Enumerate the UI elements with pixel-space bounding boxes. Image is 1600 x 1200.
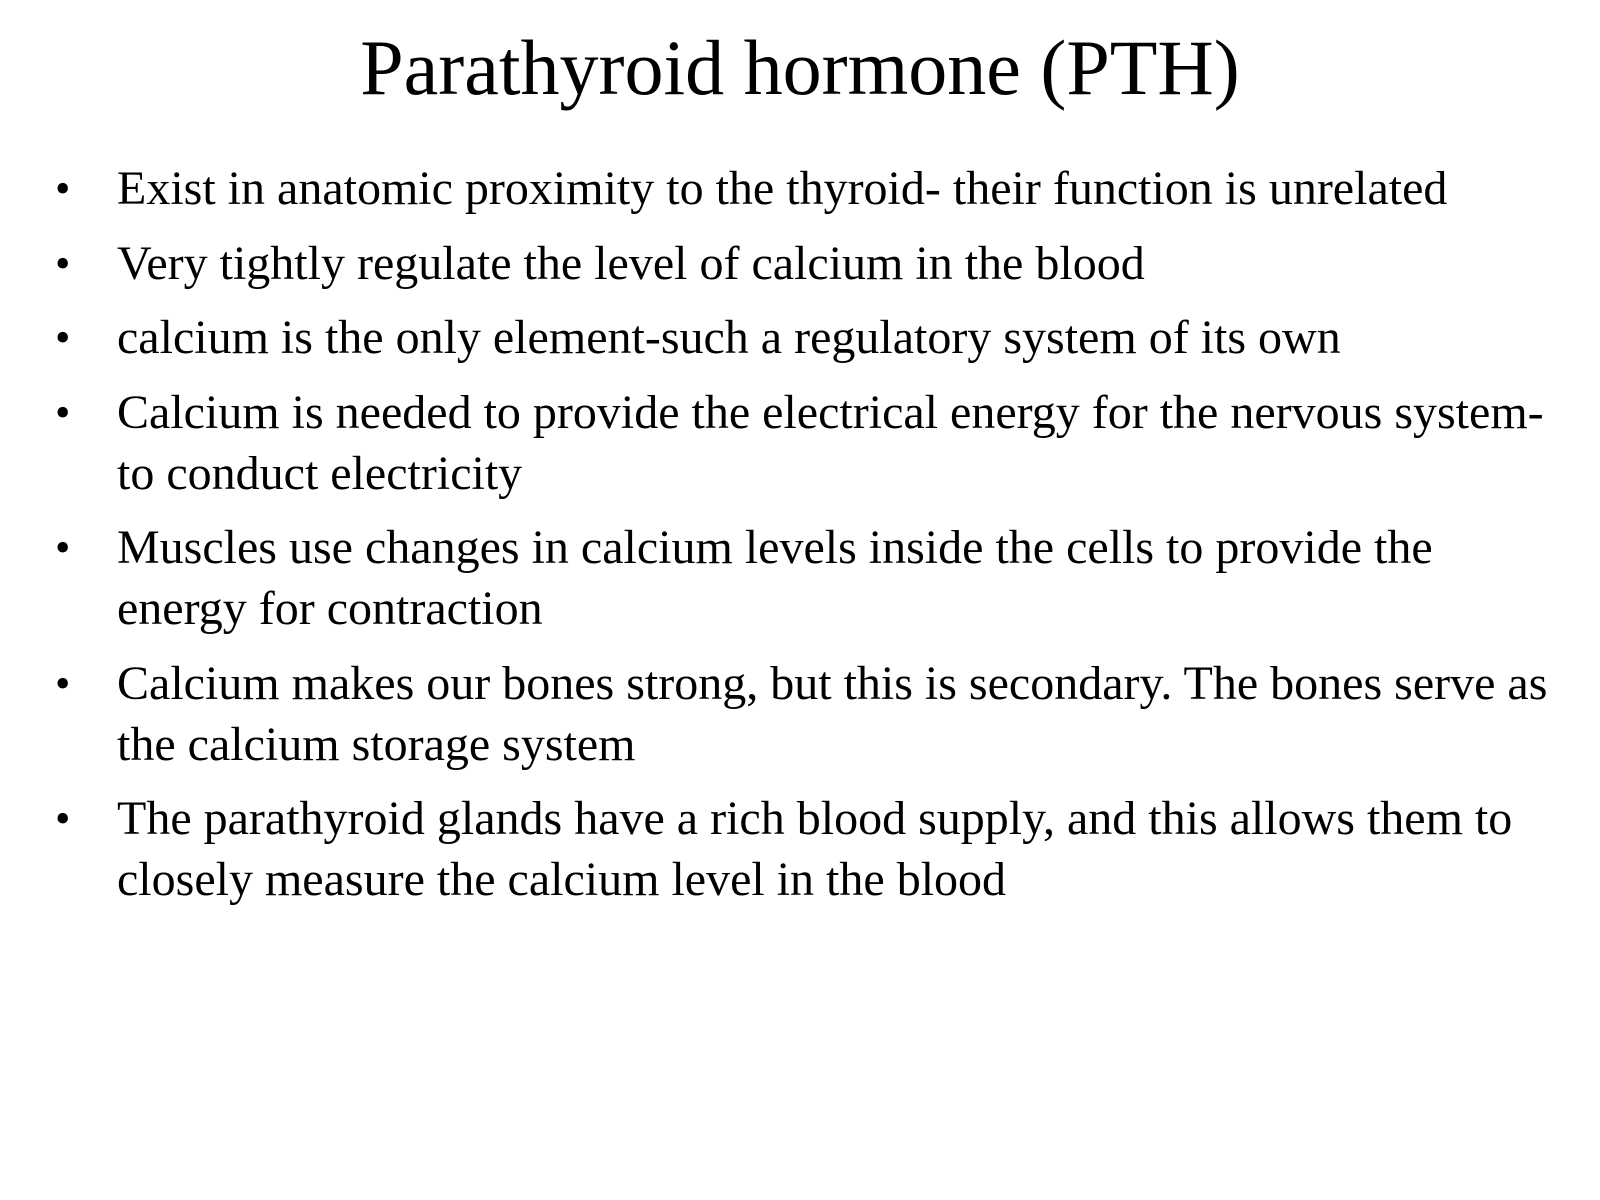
bullet-icon: • [55, 313, 71, 362]
bullet-text: calcium is the only element-such a regulatory system of its own [117, 311, 1341, 364]
slide-title: Parathyroid hormone (PTH) [360, 24, 1240, 111]
bullet-item [0, 382, 1600, 504]
bullet-item [0, 233, 1600, 294]
bullet-icon: • [55, 523, 71, 572]
bullet-item [0, 653, 1600, 775]
bullet-text: Muscles use changes in calcium levels inside the cells to provide the energy for contraction [117, 521, 1433, 635]
bullet-text: Calcium makes our bones strong, but this is secondary. The bones serve as the calcium storage system [117, 656, 1548, 771]
bullet-text: Very tightly regulate the level of calcium in the blood [117, 236, 1145, 290]
bullet-item [0, 158, 1600, 219]
bullet-item [0, 517, 1600, 639]
bullet-icon: • [55, 164, 71, 213]
bullet-item [0, 307, 1600, 368]
bullet-text: Calcium is needed to provide the electrical energy for the nervous system- to conduct electricity [117, 385, 1544, 500]
bullet-text: Exist in anatomic proximity to the thyroid- their function is unrelated [117, 162, 1448, 215]
bullet-text: The parathyroid glands have a rich blood supply, and this allows them to closely measure the calcium level in the blood [117, 792, 1513, 906]
bullet-list [0, 158, 1600, 924]
bullet-item [0, 788, 1600, 910]
bullet-icon: • [55, 658, 71, 708]
bullet-icon: • [55, 387, 71, 437]
bullet-icon: • [55, 238, 71, 288]
bullet-icon: • [55, 794, 71, 843]
